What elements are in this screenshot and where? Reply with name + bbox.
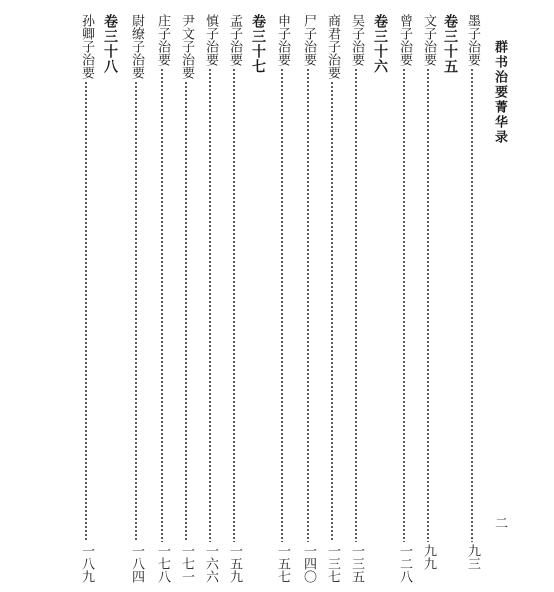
dot-leader — [161, 68, 163, 542]
entry-page: 一五七 — [275, 544, 290, 583]
entry-title: 商君子治要 — [325, 14, 340, 79]
entry-title: 慎子治要 — [203, 14, 218, 66]
toc-entry-sunqingzi[interactable] — [76, 14, 96, 584]
toc-entry-wenzi[interactable] — [418, 14, 438, 584]
entry-title: 申子治要 — [275, 14, 290, 66]
entry-title: 尸子治要 — [301, 14, 316, 66]
volume-title: 卷三十八 — [102, 14, 118, 74]
entry-page: 一八四 — [129, 544, 144, 583]
dot-leader — [355, 68, 357, 542]
entry-title: 曾子治要 — [397, 14, 412, 66]
entry-title: 墨子治要 — [465, 14, 480, 66]
toc-entry-shangjunzi[interactable] — [322, 14, 342, 584]
entry-page: 一六六 — [203, 544, 218, 583]
entry-title: 尹文子治要 — [179, 14, 194, 79]
dot-leader — [185, 81, 187, 542]
page-number: 二 — [492, 516, 507, 529]
toc-entry-shizi[interactable] — [298, 14, 318, 584]
dot-leader — [209, 68, 211, 542]
toc-entry-weiliaozi[interactable] — [126, 14, 146, 584]
volume-title: 卷三十六 — [372, 14, 388, 74]
dot-leader — [331, 81, 333, 542]
entry-title: 文子治要 — [421, 14, 436, 66]
dot-leader — [135, 81, 137, 542]
toc-entry-zengzi[interactable] — [394, 14, 414, 584]
entry-page: 一四〇 — [301, 544, 316, 583]
toc-entry-yinwenzi[interactable] — [176, 14, 196, 584]
entry-title: 尉缭子治要 — [129, 14, 144, 79]
entry-page: 九三 — [465, 544, 480, 570]
volume-heading-36 — [370, 14, 390, 114]
entry-page: 一七八 — [155, 544, 170, 583]
dot-leader — [307, 68, 309, 542]
entry-page: 一二八 — [397, 544, 412, 583]
entry-page: 一八九 — [79, 544, 94, 583]
dot-leader — [281, 68, 283, 542]
entry-page: 一三五 — [349, 544, 364, 583]
entry-page: 一五九 — [227, 544, 242, 583]
dot-leader — [427, 68, 429, 542]
volume-heading-37 — [248, 14, 268, 114]
toc-entry-mengzi[interactable] — [224, 14, 244, 584]
toc-entry-wuzi[interactable] — [346, 14, 366, 584]
dot-leader — [403, 68, 405, 542]
volume-title: 卷三十七 — [250, 14, 266, 74]
entry-page: 九九 — [421, 544, 436, 570]
volume-heading-38 — [100, 14, 120, 114]
entry-title: 吴子治要 — [349, 14, 364, 66]
entry-title: 孙卿子治要 — [79, 14, 94, 79]
entry-page: 一七一 — [179, 544, 194, 583]
dot-leader — [85, 81, 87, 542]
toc-entry-shenzi-2[interactable] — [200, 14, 220, 584]
entry-title: 庄子治要 — [155, 14, 170, 66]
volume-heading-35 — [440, 14, 460, 114]
entry-page: 一三七 — [325, 544, 340, 583]
entry-title: 孟子治要 — [227, 14, 242, 66]
toc-entry-zhuangzi[interactable] — [152, 14, 172, 584]
dot-leader — [233, 68, 235, 542]
toc-entry-mozi[interactable] — [462, 14, 482, 584]
dot-leader — [471, 68, 473, 542]
running-head: 群书治要菁华录 — [492, 40, 507, 145]
toc-entry-shenzi[interactable] — [272, 14, 292, 584]
volume-title: 卷三十五 — [442, 14, 458, 74]
